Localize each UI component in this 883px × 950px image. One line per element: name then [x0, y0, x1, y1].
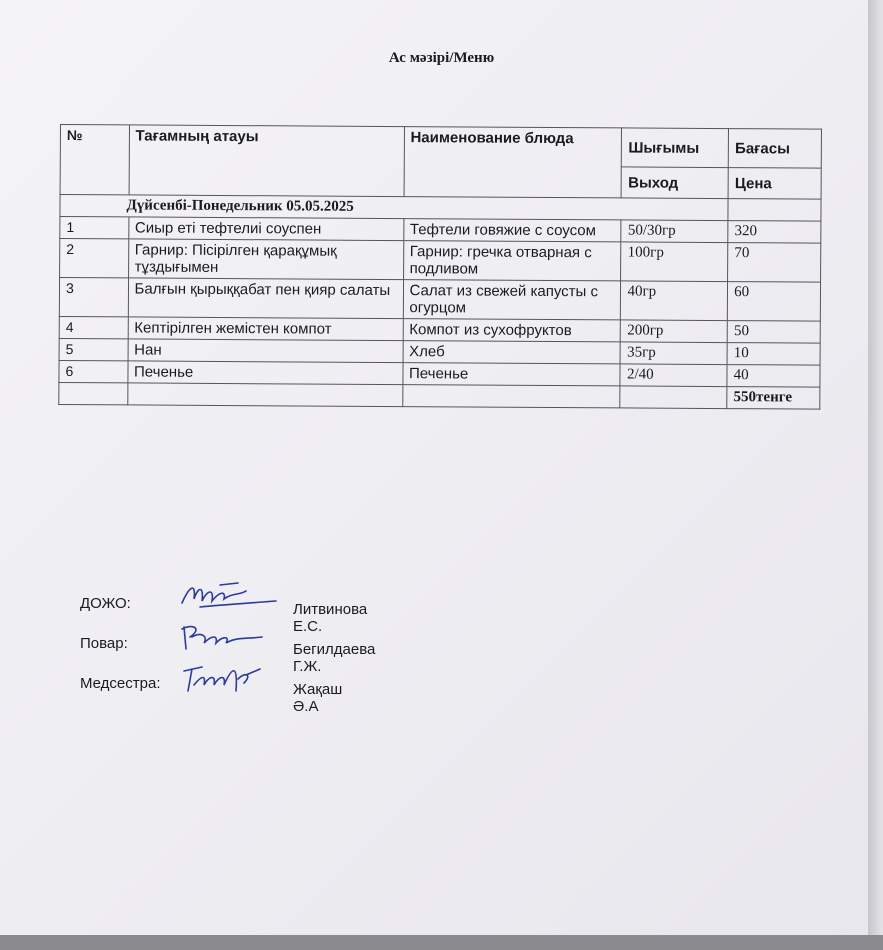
row-price: 50	[727, 321, 820, 344]
header-price-ru: Цена	[728, 168, 821, 200]
total-row-empty-cell	[620, 386, 727, 409]
row-number: 5	[59, 338, 128, 360]
row-number: 4	[59, 316, 128, 338]
day-row-empty-cell	[728, 199, 821, 222]
header-price-kz: Бағасы	[728, 129, 821, 169]
total-row	[59, 382, 820, 409]
header-name-kz: Тағамның атауы	[129, 125, 404, 197]
row-name-kz: Нан	[128, 339, 403, 363]
row-price: 10	[727, 343, 820, 366]
table-row	[59, 278, 820, 322]
total-row-empty-cell	[59, 382, 128, 404]
header-number: №	[60, 125, 129, 195]
total-price: 550тенге	[727, 387, 820, 410]
row-price: 60	[728, 282, 821, 322]
row-number: 6	[59, 360, 128, 382]
row-price: 40	[727, 365, 820, 388]
row-yield: 2/40	[620, 364, 727, 387]
row-name-ru: Салат из свежей капусты с огурцом	[403, 280, 621, 320]
row-number: 1	[60, 217, 129, 239]
row-name-kz: Печенье	[127, 361, 402, 385]
handwritten-signature	[180, 581, 280, 621]
signature-role: ДОЖО:	[80, 595, 131, 612]
row-name-ru: Хлеб	[403, 341, 621, 364]
header-yield-ru: Выход	[622, 167, 729, 199]
row-price: 70	[728, 243, 821, 283]
total-row-empty-cell	[402, 385, 620, 408]
row-yield: 35гр	[621, 342, 728, 365]
table-header-row	[60, 125, 821, 169]
row-name-ru: Печенье	[402, 363, 620, 386]
row-name-ru: Тефтели говяжие с соусом	[403, 219, 621, 242]
day-label: Дүйсенбі-Понедельник 05.05.2025	[60, 195, 728, 221]
signature-name: Жақаш Ә.А	[293, 681, 343, 715]
row-yield: 100гр	[621, 242, 728, 282]
menu-table	[58, 124, 822, 410]
row-number: 3	[59, 278, 128, 317]
total-row-empty-cell	[127, 383, 402, 407]
table-row	[60, 239, 821, 283]
handwritten-signature	[180, 661, 280, 701]
header-yield-kz: Шығымы	[622, 128, 729, 168]
row-yield: 40гр	[621, 281, 728, 321]
row-name-kz: Сиыр еті тефтелиі соуспен	[128, 217, 403, 241]
signature-role: Медсестра:	[80, 675, 161, 692]
row-number: 2	[60, 239, 129, 278]
row-name-ru: Компот из сухофруктов	[403, 319, 621, 342]
signature-name: Бегилдаева Г.Ж.	[293, 641, 376, 675]
paper-edge	[868, 0, 883, 950]
signature-name: Литвинова Е.С.	[293, 601, 368, 635]
handwritten-signature	[180, 621, 280, 661]
row-yield: 50/30гр	[621, 220, 728, 243]
row-name-ru: Гарнир: гречка отварная с подливом	[403, 241, 621, 281]
row-name-kz: Кептірілген жемістен компот	[128, 317, 403, 341]
row-name-kz: Гарнир: Пісірілген қарақұмық тұздығымен	[128, 239, 403, 280]
signature-role: Повар:	[80, 635, 128, 652]
document-title: Ас мәзірі/Меню	[388, 50, 495, 66]
row-name-kz: Балғын қырыққабат пен қияр салаты	[128, 278, 403, 319]
row-yield: 200гр	[621, 320, 728, 343]
header-name-ru: Наименование блюда	[404, 127, 622, 198]
bottom-strip	[0, 935, 883, 950]
row-price: 320	[728, 221, 821, 244]
